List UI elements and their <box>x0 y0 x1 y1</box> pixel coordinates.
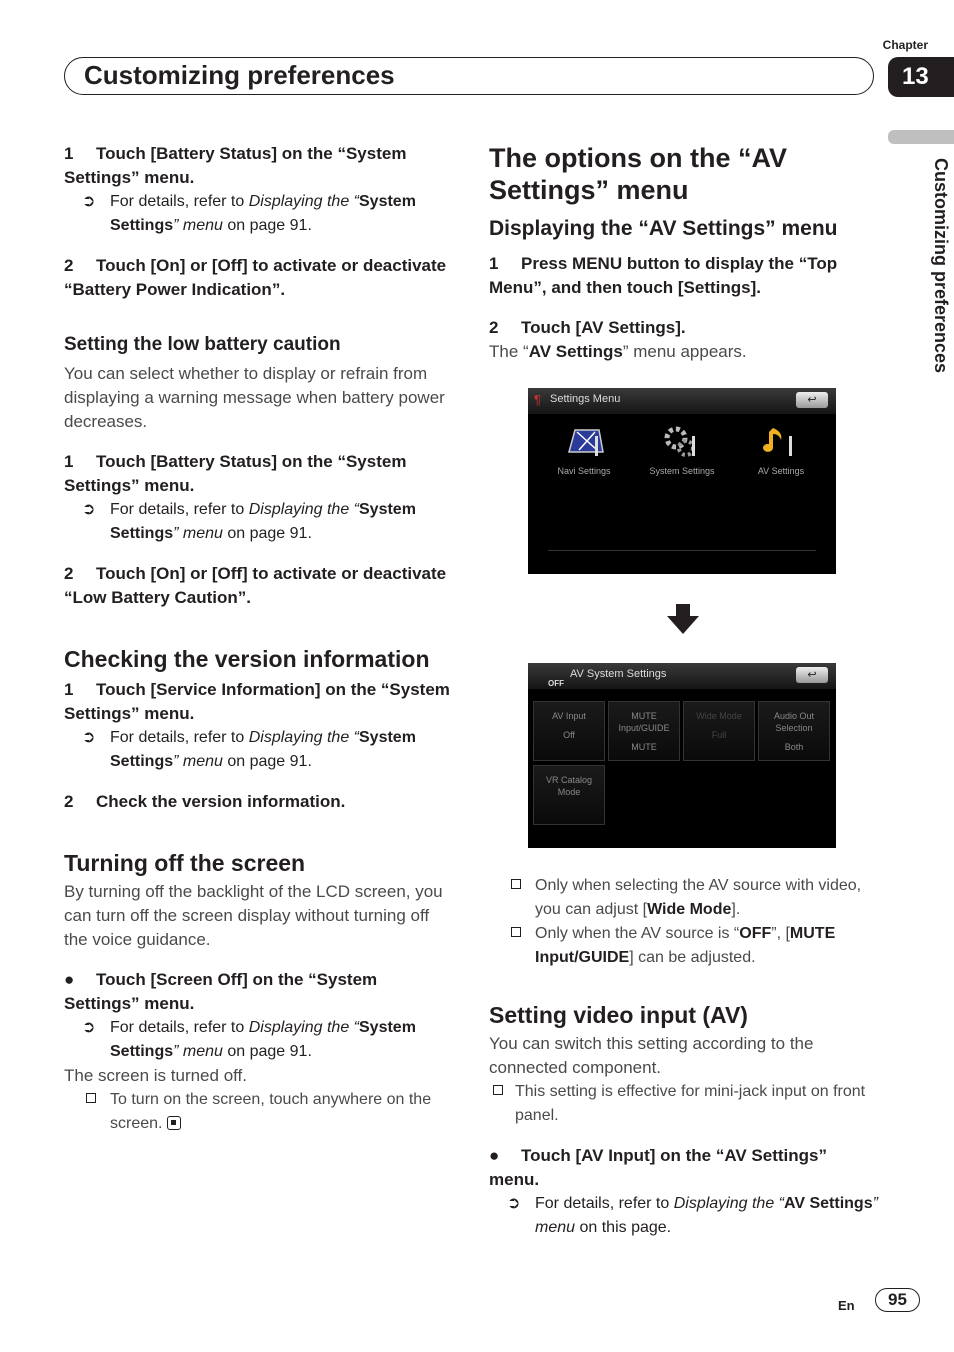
side-tab <box>888 130 954 144</box>
paragraph: You can switch this setting according to the connected component. <box>489 1034 814 1077</box>
instruction: ● Touch [Screen Off] on the “System Settings” menu. <box>64 970 378 1013</box>
note: Only when selecting the AV source with video, you can adjust [Wide Mode]. <box>489 874 881 922</box>
cross-reference: ➲ For details, refer to Displaying the “System Settings” menu on page 91. <box>64 190 456 238</box>
av-input-cell[interactable]: AV Input Off <box>533 701 605 761</box>
arrow-down-icon <box>667 604 699 636</box>
system-settings-icon[interactable] <box>662 422 702 462</box>
right-column-lower <box>489 874 881 1240</box>
step: 2 Touch [AV Settings]. <box>489 318 686 337</box>
end-mark-icon <box>167 1116 181 1130</box>
audio-out-cell[interactable]: Audio Out Selection Both <box>758 701 830 761</box>
step: 2 Touch [On] or [Off] to activate or deactivate “Low Battery Caution”. <box>64 564 447 607</box>
left-column <box>64 142 456 1136</box>
arrow-icon: ➲ <box>82 1019 96 1036</box>
step: 2 Check the version information. <box>64 792 346 811</box>
arrow-icon: ➲ <box>82 193 96 210</box>
section-heading: Setting the low battery caution <box>64 334 341 355</box>
instruction: ● Touch [AV Input] on the “AV Settings” menu. <box>489 1146 827 1189</box>
step: 1 Touch [Battery Status] on the “System Settings” menu. <box>64 144 407 187</box>
bullet-icon: ● <box>64 970 75 989</box>
result-text: The screen is turned off. <box>64 1066 248 1085</box>
divider <box>548 550 816 551</box>
step: 2 Touch [On] or [Off] to activate or deactivate “Battery Power Indication”. <box>64 256 447 299</box>
section-title: The options on the “AV Settings” menu <box>489 143 787 205</box>
wide-mode-cell[interactable]: Wide Mode Full <box>683 701 755 761</box>
checkbox-icon <box>511 927 521 937</box>
section-heading: Checking the version information <box>64 646 430 672</box>
system-settings-label: System Settings <box>649 466 715 476</box>
bullet-icon: ● <box>489 1146 500 1165</box>
arrow-icon: ➲ <box>82 501 96 518</box>
settings-menu-screenshot <box>528 388 836 574</box>
arrow-icon: ➲ <box>507 1195 521 1212</box>
chapter-label: Chapter <box>882 38 928 52</box>
page-title: Customizing preferences <box>84 60 395 90</box>
section-heading: Turning off the screen <box>64 850 306 876</box>
settings-icon: ¶ <box>534 392 541 407</box>
step: 1 Press MENU button to display the “Top Menu”, and then touch [Settings]. <box>489 254 838 297</box>
chapter-number: 13 <box>888 57 954 97</box>
arrow-icon: ➲ <box>82 729 96 746</box>
screen-title: Settings Menu <box>550 393 621 405</box>
cross-reference: ➲ For details, refer to Displaying the “System Settings” menu on page 91. <box>64 726 456 774</box>
language-label: En <box>838 1298 855 1313</box>
paragraph: The “AV Settings” menu appears. <box>489 342 747 361</box>
checkbox-icon <box>86 1093 96 1103</box>
cross-reference: ➲ For details, refer to Displaying the “System Settings” menu on page 91. <box>64 498 456 546</box>
right-column <box>489 142 881 364</box>
av-system-settings-screenshot <box>528 663 836 848</box>
paragraph: By turning off the backlight of the LCD screen, you can turn off the screen display without turning off the voice guidance. <box>64 882 443 949</box>
page-number: 95 <box>875 1288 920 1312</box>
step: 1 Touch [Battery Status] on the “System Settings” menu. <box>64 452 407 495</box>
navi-settings-icon[interactable] <box>565 422 605 462</box>
source-badge: OFF <box>548 679 564 688</box>
back-button[interactable]: ↩ <box>796 667 828 683</box>
checkbox-icon <box>511 879 521 889</box>
navi-settings-label: Navi Settings <box>557 466 611 476</box>
av-settings-label: AV Settings <box>757 466 805 476</box>
back-button[interactable]: ↩ <box>796 392 828 408</box>
step: 1 Touch [Service Information] on the “System Settings” menu. <box>64 680 450 723</box>
note: Only when the AV source is “OFF”, [MUTE Input/GUIDE] can be adjusted. <box>489 922 881 970</box>
paragraph: You can select whether to display or refrain from displaying a warning message when battery power decreases. <box>64 364 445 431</box>
side-label: Customizing preferences <box>931 158 951 374</box>
section-heading: Displaying the “AV Settings” menu <box>489 217 838 240</box>
note: This setting is effective for mini-jack input on front panel. <box>489 1080 881 1128</box>
cross-reference: ➲ For details, refer to Displaying the “System Settings” menu on page 91. <box>64 1016 456 1064</box>
mute-input-cell[interactable]: MUTE Input/GUIDE MUTE <box>608 701 680 761</box>
section-heading: Setting video input (AV) <box>489 1002 748 1028</box>
vr-catalog-cell[interactable]: VR Catalog Mode <box>533 765 605 825</box>
screen-title: AV System Settings <box>570 668 667 680</box>
cross-reference: ➲ For details, refer to Displaying the “AV Settings” menu on this page. <box>489 1192 881 1240</box>
note: To turn on the screen, touch anywhere on the screen. <box>64 1088 456 1136</box>
checkbox-icon <box>493 1085 503 1095</box>
av-settings-icon[interactable] <box>761 422 801 462</box>
